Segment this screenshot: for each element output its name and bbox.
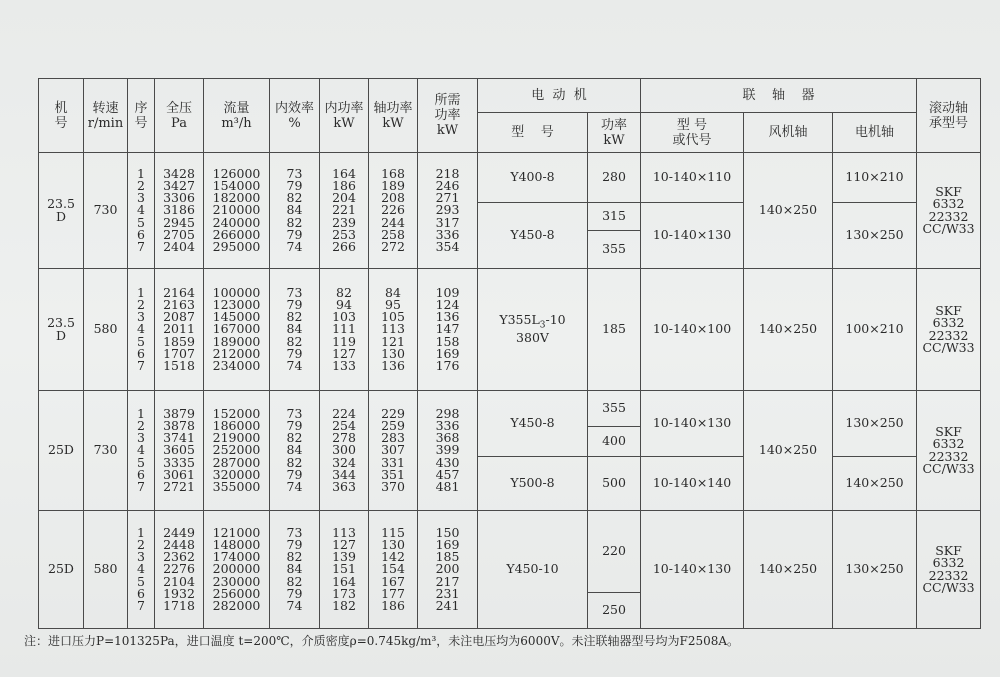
group1-motor-b: Y450-8 bbox=[478, 203, 588, 269]
group3-pressure: 3879 3878 3741 3605 3335 3061 2721 bbox=[155, 391, 204, 511]
header-motor-shaft: 电机轴 bbox=[833, 113, 917, 153]
group1-required-power: 218 246 271 293 317 336 354 bbox=[418, 153, 478, 269]
group1-fan-shaft: 140×250 bbox=[744, 153, 833, 269]
group2-flow: 100000 123000 145000 167000 189000 212000 234000 bbox=[204, 269, 270, 391]
header-coupling-model: 型 号 或代号 bbox=[641, 113, 744, 153]
group3-shaft-power: 229 259 283 307 331 351 370 bbox=[369, 391, 418, 511]
group3-coupling-a: 10-140×130 bbox=[641, 391, 744, 457]
group1-power-a: 280 bbox=[588, 153, 641, 203]
header-fan-shaft: 风机轴 bbox=[744, 113, 833, 153]
group3-bearing: SKF 6332 22332 CC/W33 bbox=[917, 391, 981, 511]
group4-shaft-power: 115 130 142 154 167 177 186 bbox=[369, 511, 418, 629]
group4-power-2: 250 bbox=[588, 593, 641, 629]
group2-efficiency: 73 79 82 84 82 79 74 bbox=[270, 269, 320, 391]
group4-motor: Y450-10 bbox=[478, 511, 588, 629]
header-required-power: 所需 功率 kW bbox=[418, 79, 478, 153]
group3-coupling-b: 10-140×140 bbox=[641, 457, 744, 511]
group3-power-a2: 400 bbox=[588, 427, 641, 457]
header-inner-efficiency: 内效率 % bbox=[270, 79, 320, 153]
group4-seq: 1 2 3 4 5 6 7 bbox=[128, 511, 155, 629]
group3-speed: 730 bbox=[84, 391, 128, 511]
group2-motor-voltage: 380V bbox=[516, 330, 549, 346]
group1-coupling-b: 10-140×130 bbox=[641, 203, 744, 269]
group2-power: 185 bbox=[588, 269, 641, 391]
group4-coupling: 10-140×130 bbox=[641, 511, 744, 629]
group1-shaft-power: 168 189 208 226 244 258 272 bbox=[369, 153, 418, 269]
header-motor-model: 型 号 bbox=[478, 113, 588, 153]
group3-motor-shaft-b: 140×250 bbox=[833, 457, 917, 511]
group1-motor-shaft-a: 110×210 bbox=[833, 153, 917, 203]
group4-power-1: 220 bbox=[588, 511, 641, 593]
group1-row-a bbox=[39, 153, 981, 203]
group1-pressure: 3428 3427 3306 3186 2945 2705 2404 bbox=[155, 153, 204, 269]
group4-inner-power: 113 127 139 151 164 173 182 bbox=[320, 511, 369, 629]
footnote: 注：进口压力P=101325Pa，进口温度 t=200℃，介质密度ρ=0.745kg/m³，未注电压均为6000V。未注联轴器型号均为F2508A。 bbox=[24, 634, 740, 648]
group4-pressure: 2449 2448 2362 2276 2104 1932 1718 bbox=[155, 511, 204, 629]
group3-row-a bbox=[39, 391, 981, 427]
group3-inner-power: 224 254 278 300 324 344 363 bbox=[320, 391, 369, 511]
group1-motor-shaft-b: 130×250 bbox=[833, 203, 917, 269]
group1-inner-power: 164 186 204 221 239 253 266 bbox=[320, 153, 369, 269]
group1-flow: 126000 154000 182000 210000 240000 266000 295000 bbox=[204, 153, 270, 269]
group4-efficiency: 73 79 82 84 82 79 74 bbox=[270, 511, 320, 629]
header-motor-power: 功率 kW bbox=[588, 113, 641, 153]
group4-bearing: SKF 6332 22332 CC/W33 bbox=[917, 511, 981, 629]
header-shaft-power: 轴功率 kW bbox=[369, 79, 418, 153]
group1-speed: 730 bbox=[84, 153, 128, 269]
group2-row bbox=[39, 269, 981, 391]
header-pressure: 全压 Pa bbox=[155, 79, 204, 153]
group1-power-b1: 315 bbox=[588, 203, 641, 231]
header-bearing: 滚动轴 承型号 bbox=[917, 79, 981, 153]
group1-efficiency: 73 79 82 84 82 79 74 bbox=[270, 153, 320, 269]
group3-motor-a: Y450-8 bbox=[478, 391, 588, 457]
group4-required-power: 150 169 185 200 217 231 241 bbox=[418, 511, 478, 629]
header-flow: 流量 m³/h bbox=[204, 79, 270, 153]
header-coupling: 联 轴 器 bbox=[641, 79, 917, 113]
group3-motor-b: Y500-8 bbox=[478, 457, 588, 511]
group1-motor-a: Y400-8 bbox=[478, 153, 588, 203]
group4-model: 25D bbox=[39, 511, 84, 629]
group2-inner-power: 82 94 103 111 119 127 133 bbox=[320, 269, 369, 391]
header-speed: 转速 r/min bbox=[84, 79, 128, 153]
group4-motor-shaft: 130×250 bbox=[833, 511, 917, 629]
group2-coupling: 10-140×100 bbox=[641, 269, 744, 391]
group2-fan-shaft: 140×250 bbox=[744, 269, 833, 391]
group3-power-b: 500 bbox=[588, 457, 641, 511]
group3-efficiency: 73 79 82 84 82 79 74 bbox=[270, 391, 320, 511]
group1-bearing: SKF 6332 22332 CC/W33 bbox=[917, 153, 981, 269]
header-row-1 bbox=[39, 79, 981, 113]
group3-motor-shaft-a: 130×250 bbox=[833, 391, 917, 457]
group2-motor-shaft: 100×210 bbox=[833, 269, 917, 391]
group3-required-power: 298 336 368 399 430 457 481 bbox=[418, 391, 478, 511]
group2-speed: 580 bbox=[84, 269, 128, 391]
group1-power-b2: 355 bbox=[588, 231, 641, 269]
group2-seq: 1 2 3 4 5 6 7 bbox=[128, 269, 155, 391]
group4-speed: 580 bbox=[84, 511, 128, 629]
group2-pressure: 2164 2163 2087 2011 1859 1707 1518 bbox=[155, 269, 204, 391]
group3-model: 25D bbox=[39, 391, 84, 511]
group1-seq: 1 2 3 4 5 6 7 bbox=[128, 153, 155, 269]
group3-fan-shaft: 140×250 bbox=[744, 391, 833, 511]
group1-model: 23.5 D bbox=[39, 153, 84, 269]
group4-row-a bbox=[39, 511, 981, 593]
group4-fan-shaft: 140×250 bbox=[744, 511, 833, 629]
group3-seq: 1 2 3 4 5 6 7 bbox=[128, 391, 155, 511]
group2-required-power: 109 124 136 147 158 169 176 bbox=[418, 269, 478, 391]
group1-coupling-a: 10-140×110 bbox=[641, 153, 744, 203]
group3-power-a1: 355 bbox=[588, 391, 641, 427]
group2-bearing: SKF 6332 22332 CC/W33 bbox=[917, 269, 981, 391]
group3-flow: 152000 186000 219000 252000 287000 320000 355000 bbox=[204, 391, 270, 511]
group4-flow: 121000 148000 174000 200000 230000 256000 282000 bbox=[204, 511, 270, 629]
group2-motor bbox=[478, 269, 588, 391]
group2-shaft-power: 84 95 105 113 121 130 136 bbox=[369, 269, 418, 391]
group2-model: 23.5 D bbox=[39, 269, 84, 391]
fan-performance-table bbox=[38, 78, 981, 629]
group2-motor-model: $Y355L_3-10$ bbox=[499, 312, 566, 331]
header-motor: 电 动 机 bbox=[478, 79, 641, 113]
header-inner-power: 内功率 kW bbox=[320, 79, 369, 153]
header-model: 机 号 bbox=[39, 79, 84, 153]
header-seq: 序 号 bbox=[128, 79, 155, 153]
